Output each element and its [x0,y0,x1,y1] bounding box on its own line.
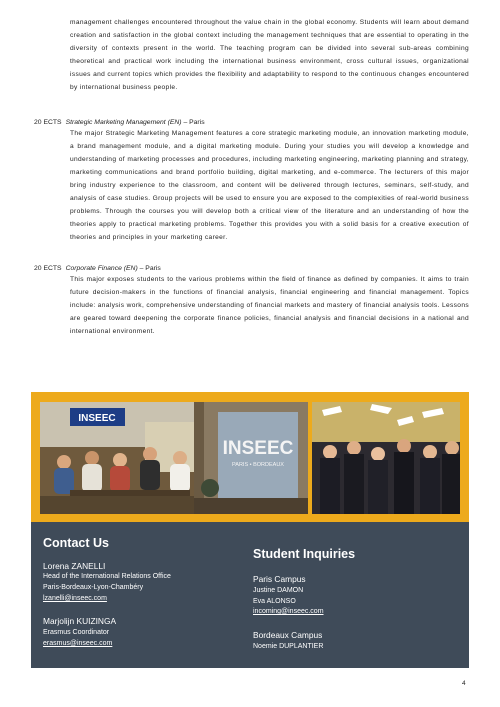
sign-text: INSEEC [78,413,116,424]
contact-person1-name: Lorena ZANELLI [43,561,106,571]
course-description-corporate-finance: This major exposes students to the various problems within the field of finance as defined by companies. It aims to train future decision-makers in the functions of financial analysis, financial engineering and financial management. Topics include: analysis work, comprehensive understanding of financial markets and mastery of financial analysis tools. Lessons are geared toward deepening the corporate finance policies, financial analysis and financial decisions in a national and international environment. [70,276,469,335]
sign-subtext: PARIS • BORDEAUX [232,462,284,468]
graduation-photo [312,402,460,514]
contact-box [31,522,469,668]
page-number: 4 [462,680,466,687]
course-campus: – Paris [181,119,205,126]
course-credits: 20 ECTS [34,265,62,272]
paris-contact-2: Eva ALONSO [253,598,296,605]
inquiries-heading: Student Inquiries [253,547,356,561]
course-title: Strategic Marketing Management (EN) [65,119,182,126]
bordeaux-contact: Noemie DUPLANTIER [253,643,324,650]
students-photo [40,402,213,514]
intro-paragraph: management challenges encountered throughout the value chain in the global economy. Students will learn about demand creation and satisfaction in the global context including the management techniques that are essential to operating in the diversity of contexts present in the world. The teaching program can be divided into several sub-areas combining theoretical and practical work including the international business environment, cross cultural issues, organizational issues and current topics which provides the flexibility and adaptability to respond to the continuous changes encountered by international business people. [70,19,469,91]
campus-building-photo [194,402,308,514]
paris-campus-label: Paris Campus [253,574,306,584]
contact-person2-email-link[interactable]: erasmus@inseec.com [43,640,113,647]
paris-contact-1: Justine DAMON [253,587,304,594]
bordeaux-campus-label: Bordeaux Campus [253,630,323,640]
course-title: Corporate Finance (EN) [65,265,138,272]
contact-heading: Contact Us [43,536,109,550]
paris-email-link[interactable]: incoming@inseec.com [253,608,324,615]
photo-band [31,392,469,522]
course-campus: – Paris [137,265,161,272]
contact-person1-email-link[interactable]: lzanelli@inseec.com [43,595,107,602]
contact-person2-name: Marjolijn KUIZINGA [43,616,117,626]
course-description-strategic-marketing: The major Strategic Marketing Management features a core strategic marketing module, an innovation marketing module, a brand management module, and a digital marketing module. During your studies you will develop a knowledge and understanding of marketing processes and procedures, including marketing engineering, marketing planning and strategy, marketing communications and brand portfolio building, digital marketing, and e-commerce. The lecturers of this major bring industry experience to the classroom, and content will be delivered through lectures, seminars, self-study, and analysis of case studies. Group projects will be used to ensure you are exposed to the complexities of real-world business problems. Through the courses you will develop both a critical view of the literature and an understanding of how the theories apply to practical marketing problems. Together this provides you with a solid basis for a creative execution of theories and principles in your marketing career. [70,130,469,241]
contact-person1-location: Paris-Bordeaux-Lyon-Chambéry [43,584,144,591]
course-credits: 20 ECTS [34,119,62,126]
sign-text: INSEEC [222,438,294,459]
contact-person2-role: Erasmus Coordinator [43,629,110,636]
contact-person1-role: Head of the International Relations Office [43,573,171,580]
